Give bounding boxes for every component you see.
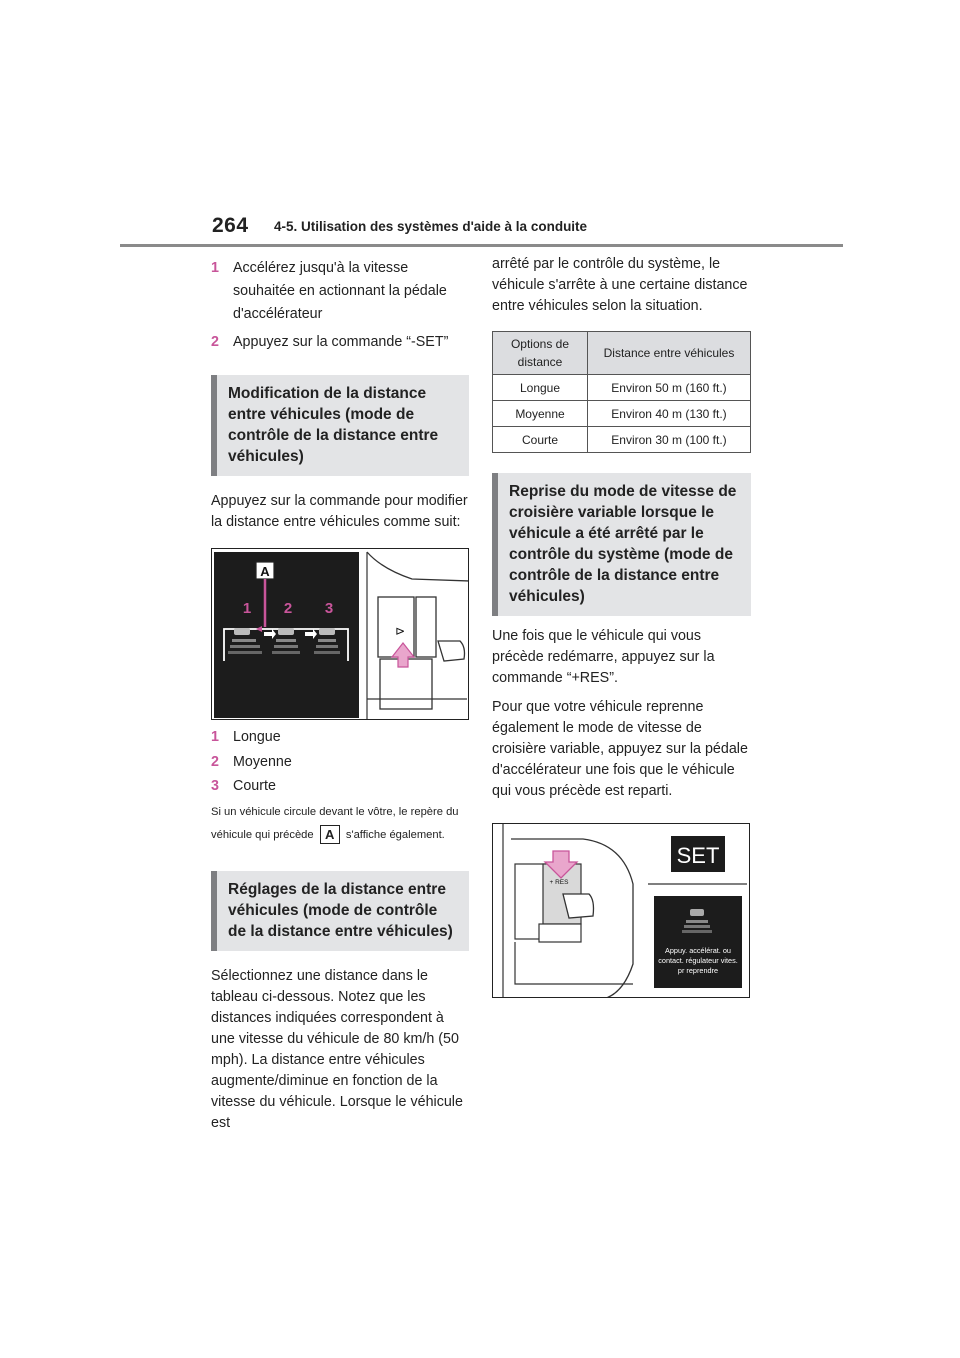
section1-paragraph: Appuyez sur la commande pour modifier la distance entre véhicules comme suit:	[211, 493, 468, 530]
table-cell: Environ 40 m (130 ft.)	[588, 401, 751, 427]
note-a-box: A	[320, 825, 340, 844]
distance-display-illustration	[212, 549, 469, 720]
lever	[563, 894, 594, 918]
list-text: Moyenne	[233, 753, 292, 770]
list-number: 2	[211, 753, 219, 770]
distance-icon: ⊳	[395, 624, 406, 638]
note-text	[211, 801, 469, 847]
table-header: Options de distance	[493, 332, 588, 375]
list-item	[211, 750, 469, 775]
section-heading-reglages	[211, 871, 469, 951]
note-part: Si un véhicule circule devant le vôtre, le repère du véhicule qui précède	[211, 805, 459, 841]
table-row	[493, 401, 751, 427]
table-cell: Longue	[493, 375, 588, 401]
position-number-1: 1	[242, 600, 252, 617]
table-header: Distance entre véhicules	[588, 332, 751, 375]
reprise-paragraph-2: Pour que votre véhicule reprenne également le mode de vitesse de croisière variable, appuyez sur la pédale d'accélérateur une fois que le véhicule qui vous précède est reparti.	[492, 699, 748, 799]
distance-option-list	[211, 725, 469, 799]
list-item	[211, 725, 469, 750]
table-header-row	[493, 332, 751, 375]
res-switch-figure	[492, 823, 750, 998]
step-text: Accélérez jusqu'à la vitesse souhaitée en actionnant la pédale d'accélérateur	[233, 260, 447, 322]
position-number-3: 3	[324, 600, 334, 617]
section-heading-reprise	[492, 473, 751, 616]
chapter-title: 4-5. Utilisation des systèmes d'aide à la conduite	[274, 219, 588, 234]
position-number-2: 2	[283, 600, 293, 617]
table-cell: Environ 50 m (160 ft.)	[588, 375, 751, 401]
table-row	[493, 427, 751, 453]
reprise-paragraph-1: Une fois que le véhicule qui vous précède redémarre, appuyez sur la commande “+RES”.	[492, 628, 715, 686]
continued-paragraph: arrêté par le contrôle du système, le véhicule s'arrête à une certaine distance entre véhicules selon la situation.	[492, 256, 748, 314]
table-cell: Environ 30 m (100 ft.)	[588, 427, 751, 453]
table-cell: Courte	[493, 427, 588, 453]
left-column	[211, 254, 469, 1134]
step-number: 2	[211, 334, 219, 350]
step-2	[211, 331, 469, 354]
lever	[438, 641, 465, 661]
list-text: Longue	[233, 729, 281, 745]
screen-message: Appuy. accélérat. ou contact. régulateur vites. pr reprendre	[658, 946, 738, 975]
wheel-outline	[367, 552, 469, 581]
note-part: s'affiche également.	[345, 828, 445, 841]
table-cell: Moyenne	[493, 401, 588, 427]
section2-paragraph: Sélectionnez une distance dans le tableau ci-dessous. Notez que les distances indiquées correspondent à une vitesse du véhicule de 80 km/h (50 mph). La distance entre véhicules augmente/diminue en fonction de la vitesse du véhicule. Lorsque le véhicule est	[211, 967, 463, 1131]
distance-table	[492, 331, 751, 453]
set-label: SET	[676, 843, 720, 868]
step-text: Appuyez sur la commande “-SET”	[233, 334, 449, 350]
section-title: Reprise du mode de vitesse de croisière variable lorsque le véhicule a été arrêté par le contrôle du système (mode de contrôle de la distance entre véhicules)	[509, 483, 737, 605]
list-number: 3	[211, 778, 219, 794]
res-label: + RES	[549, 879, 569, 886]
section-heading-modification	[211, 375, 469, 476]
step-number: 1	[211, 260, 219, 276]
list-number: 1	[211, 729, 219, 745]
section-title: Réglages de la distance entre véhicules (mode de contrôle de la distance entre véhicules)	[228, 880, 453, 940]
section-title: Modification de la distance entre véhicules (mode de contrôle de la distance entre véhicules)	[228, 385, 439, 465]
table-row	[493, 375, 751, 401]
page-number: 264	[212, 214, 249, 237]
step-1	[211, 257, 469, 326]
right-column	[492, 254, 751, 998]
label-a: A	[260, 564, 270, 579]
res-illustration	[493, 824, 750, 998]
distance-switch-figure	[211, 548, 469, 720]
list-item	[211, 774, 469, 799]
header-divider	[120, 244, 843, 247]
list-text: Courte	[233, 778, 276, 794]
